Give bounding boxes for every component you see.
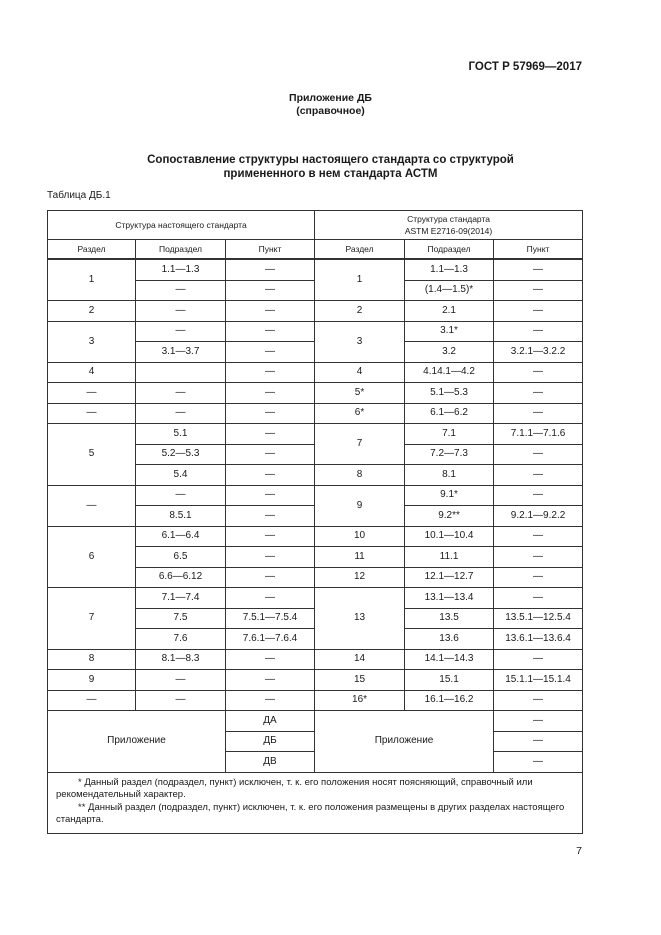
table-cell: 7 [48,588,136,650]
table-cell: — [494,567,583,588]
table-cell: 8 [48,649,136,670]
table-cell: 3.1—3.7 [136,342,226,363]
table-cell: 5.1 [136,424,226,445]
table-cell: 5.2—5.3 [136,444,226,465]
table-cell: — [226,485,315,506]
table-cell: 9 [315,485,405,526]
table-cell: — [226,321,315,342]
table-cell: — [494,444,583,465]
table-cell: (1.4—1.5)* [405,280,494,301]
table-cell: 4 [315,362,405,383]
table-cell: 1 [48,259,136,301]
table-cell: — [48,485,136,526]
table-cell: 16* [315,690,405,711]
table-cell: 8.1 [405,465,494,486]
table-cell: 16.1—16.2 [405,690,494,711]
table-cell: — [494,526,583,547]
table-group-header-row [48,211,583,240]
table-cell: — [136,485,226,506]
table-row [48,321,583,342]
table-cell: 13.1—13.4 [405,588,494,609]
table-cell: 13.6.1—13.6.4 [494,629,583,650]
table-cell: 1 [315,259,405,301]
table-cell: 8.1—8.3 [136,649,226,670]
table-cell: 5.4 [136,465,226,486]
table-cell: — [494,280,583,301]
table-row [48,259,583,280]
table-cell: — [494,588,583,609]
table-cell: 13.5 [405,608,494,629]
table-row [48,711,583,732]
table-row [48,670,583,691]
table-cell: 10.1—10.4 [405,526,494,547]
table-row [48,362,583,383]
table-cell: 9 [48,670,136,691]
table-row [48,485,583,506]
table-cell: — [494,383,583,404]
table-cell: 13.5.1—12.5.4 [494,608,583,629]
table-cell: 6.6—6.12 [136,567,226,588]
table-cell: 8 [315,465,405,486]
table-notes-row [48,772,583,833]
table-cell: — [136,670,226,691]
table-cell: — [226,649,315,670]
page-number: 7 [576,845,582,857]
table-cell: 6.5 [136,547,226,568]
table-row [48,403,583,424]
table-notes [48,772,583,833]
document-title [0,153,661,181]
table-cell: 4.14.1—4.2 [405,362,494,383]
table-cell: 5.1—5.3 [405,383,494,404]
table-cell: ДБ [226,731,315,752]
table-cell: 12 [315,567,405,588]
table-cell: — [226,465,315,486]
table-cell: 7.5 [136,608,226,629]
table-cell: 13 [315,588,405,650]
table-cell: — [226,526,315,547]
right-group-header-line-1: Структура стандарта [407,214,490,224]
table-cell: — [136,280,226,301]
table-cell: 3 [48,321,136,362]
table-cell: — [226,362,315,383]
table-row [48,690,583,711]
left-group-header: Структура настоящего стандарта [48,211,315,240]
column-header: Пункт [226,240,315,260]
table-cell: 8.5.1 [136,506,226,527]
table-cell: — [226,342,315,363]
table-cell: — [226,690,315,711]
table-cell: 4 [48,362,136,383]
table-row [48,649,583,670]
table-cell: — [494,731,583,752]
table-cell: 3 [315,321,405,362]
right-group-header-line-2: ASTM E2716-09(2014) [404,226,493,236]
table-cell: — [226,259,315,280]
table-cell: 11 [315,547,405,568]
right-group-header [315,211,583,240]
table-cell: 15 [315,670,405,691]
table-cell: — [226,403,315,424]
table-cell: — [494,649,583,670]
table-cell: 14 [315,649,405,670]
table-cell: — [494,259,583,280]
table-cell: 10 [315,526,405,547]
table-cell: — [136,403,226,424]
table-row [48,424,583,445]
table-cell: — [226,383,315,404]
standard-code: ГОСТ Р 57969—2017 [468,61,582,73]
table-cell: ДА [226,711,315,732]
table-cell: 9.1* [405,485,494,506]
table-cell: 5 [48,424,136,486]
table-cell: — [226,301,315,322]
table-cell: — [494,403,583,424]
table-cell: 6* [315,403,405,424]
table-row [48,301,583,322]
table-cell: — [494,362,583,383]
table-cell: 7.1 [405,424,494,445]
table-row [48,526,583,547]
appendix-label-right: Приложение [315,711,494,773]
table-cell: — [226,547,315,568]
table-cell: — [494,711,583,732]
table-cell: 2.1 [405,301,494,322]
structure-comparison-table [47,210,583,834]
table-cell: 7.6.1—7.6.4 [226,629,315,650]
table-cell: — [226,588,315,609]
table-cell: 1.1—1.3 [405,259,494,280]
table-cell: 6.1—6.4 [136,526,226,547]
column-header: Пункт [494,240,583,260]
table-cell: 2 [315,301,405,322]
table-cell: — [136,383,226,404]
table-cell: 3.2 [405,342,494,363]
appendix-subtitle: (справочное) [296,105,365,117]
appendix-heading [0,92,661,118]
table-cell: 3.2.1—3.2.2 [494,342,583,363]
table-row [48,588,583,609]
footnote: ** Данный раздел (подраздел, пункт) исключен, т. к. его положения размещены в других разделах настоящего стандарта. [56,801,565,825]
table-cell: 3.1* [405,321,494,342]
table-cell: 14.1—14.3 [405,649,494,670]
footnote: * Данный раздел (подраздел, пункт) исключен, т. к. его положения носят поясняющий, справочный или рекомендательный характер. [56,776,533,800]
table-cell: ДВ [226,752,315,773]
table-cell: — [48,403,136,424]
table-cell: 13.6 [405,629,494,650]
table-cell: — [226,444,315,465]
table-cell: 5* [315,383,405,404]
document-title-line-1: Сопоставление структуры настоящего стандарта со структурой [147,154,514,166]
table-cell: 6.1—6.2 [405,403,494,424]
table-cell: — [494,547,583,568]
table-cell: 9.2** [405,506,494,527]
table-cell: — [48,690,136,711]
table-cell: — [494,485,583,506]
table-cell: 7.6 [136,629,226,650]
table-cell [136,362,226,383]
appendix-label-left: Приложение [48,711,226,773]
table-column-header-row [48,240,583,260]
table-cell: — [136,301,226,322]
table-cell: 6 [48,526,136,588]
table-cell: — [494,301,583,322]
table-cell: 15.1 [405,670,494,691]
table-cell: 11.1 [405,547,494,568]
table-cell: — [226,424,315,445]
appendix-title: Приложение ДБ [289,92,372,104]
table-cell: 7.1—7.4 [136,588,226,609]
table-cell: — [48,383,136,404]
column-header: Подраздел [136,240,226,260]
table-cell: 15.1.1—15.1.4 [494,670,583,691]
table-cell: 1.1—1.3 [136,259,226,280]
table-cell: 7 [315,424,405,465]
column-header: Раздел [48,240,136,260]
table-caption: Таблица ДБ.1 [47,190,111,201]
table-row [48,383,583,404]
document-title-line-2: примененного в нем стандарта АСТМ [223,168,438,180]
table-cell: 2 [48,301,136,322]
table-cell: — [494,465,583,486]
table-cell: — [226,506,315,527]
table-cell: 7.2—7.3 [405,444,494,465]
table-cell: — [226,280,315,301]
table-cell: — [136,321,226,342]
table-cell: 7.1.1—7.1.6 [494,424,583,445]
table-cell: 12.1—12.7 [405,567,494,588]
table-cell: — [226,670,315,691]
table-cell: — [494,752,583,773]
table-cell: — [494,690,583,711]
table-cell: 9.2.1—9.2.2 [494,506,583,527]
table-cell: — [494,321,583,342]
table-cell: 7.5.1—7.5.4 [226,608,315,629]
table-cell: — [226,567,315,588]
column-header: Раздел [315,240,405,260]
column-header: Подраздел [405,240,494,260]
table-cell: — [136,690,226,711]
